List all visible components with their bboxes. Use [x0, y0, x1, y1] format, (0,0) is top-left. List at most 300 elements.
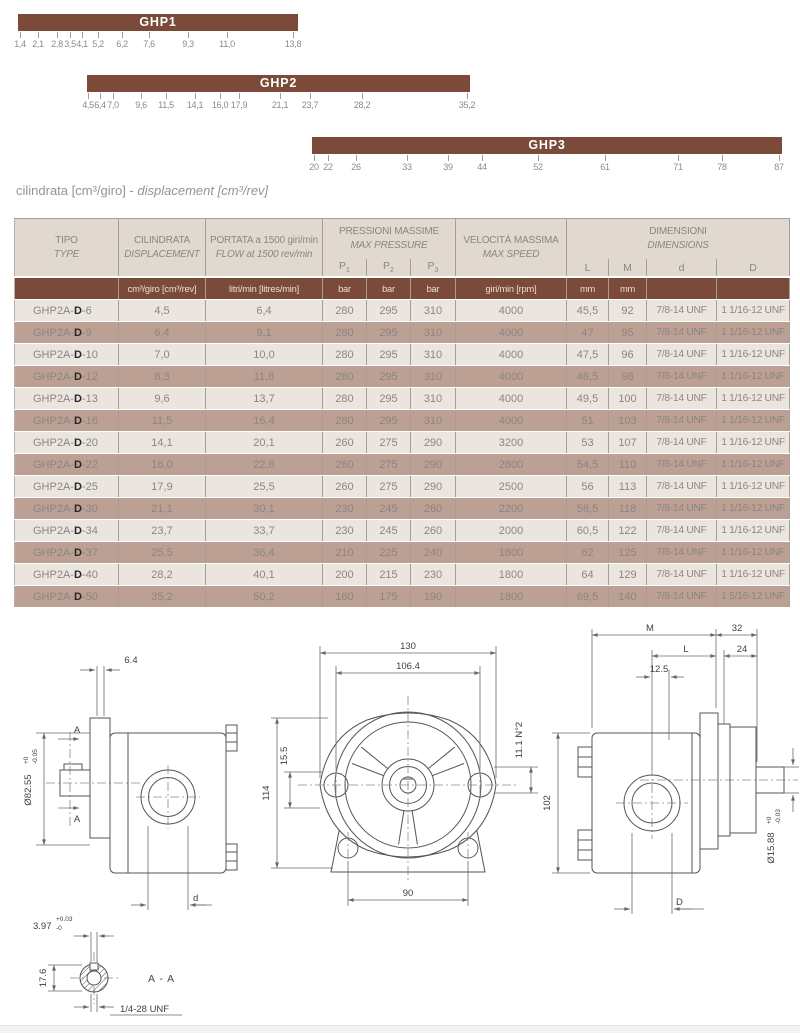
- table-row: [15, 586, 790, 608]
- tick-mark: [280, 93, 281, 99]
- tick-mark: [122, 32, 123, 38]
- tick-mark: [722, 155, 723, 161]
- tick-label: 33: [402, 162, 412, 172]
- svg-text:-0.03: -0.03: [775, 809, 782, 824]
- tick-mark: [482, 155, 483, 161]
- value-cell: 30,1: [206, 498, 323, 520]
- value-cell: 310: [411, 300, 456, 322]
- tick-label: 9,6: [135, 100, 147, 110]
- value-cell: 113: [609, 476, 647, 498]
- tick-label: 71: [673, 162, 683, 172]
- tick-mark: [293, 32, 294, 38]
- value-cell: 35,2: [119, 586, 206, 608]
- table-row: [15, 344, 790, 366]
- svg-text:15.5: 15.5: [279, 746, 290, 766]
- value-cell: 92: [609, 300, 647, 322]
- tick-mark: [70, 32, 71, 38]
- section-arrow-label-top: A: [73, 725, 81, 736]
- value-cell: 280: [323, 410, 367, 432]
- dim-102-label: [542, 795, 553, 811]
- value-cell: 8,3: [119, 366, 206, 388]
- table-row: [15, 410, 790, 432]
- value-cell: 6,4: [119, 322, 206, 344]
- tick-mark: [100, 93, 101, 99]
- value-cell: 23,7: [119, 520, 206, 542]
- svg-text:Ø82.55: Ø82.55: [23, 774, 34, 806]
- dim-111-label: [514, 722, 525, 758]
- value-cell: 51: [567, 410, 609, 432]
- value-cell: 230: [323, 520, 367, 542]
- col-header-M: M: [609, 259, 647, 277]
- value-cell: 95: [609, 322, 647, 344]
- value-cell: 310: [411, 344, 456, 366]
- section-arrow-label-bottom: A: [73, 814, 81, 825]
- svg-text:102: 102: [542, 795, 553, 811]
- value-cell: 1 1/16-12 UNF: [717, 300, 790, 322]
- tick-label: 39: [443, 162, 453, 172]
- value-cell: 7/8-14 UNF: [647, 520, 717, 542]
- drawing-front-view: [261, 641, 538, 906]
- dim-port-d-label: d: [193, 893, 199, 904]
- technical-drawings: [0, 620, 800, 1033]
- value-cell: 47: [567, 322, 609, 344]
- value-cell: 1 1/16-12 UNF: [717, 322, 790, 344]
- value-cell: 4000: [456, 366, 567, 388]
- tick-label: 35,2: [458, 100, 476, 110]
- dim-155-label: [279, 747, 290, 766]
- tick-mark: [328, 155, 329, 161]
- value-cell: 225: [367, 542, 411, 564]
- model-cell: GHP2A-D-10: [15, 344, 119, 366]
- model-cell: GHP2A-D-40: [15, 564, 119, 586]
- value-cell: 100: [609, 388, 647, 410]
- dim-pilot-diameter-label: [23, 749, 39, 806]
- value-cell: 230: [411, 564, 456, 586]
- col-header-p1: $P_1$: [323, 259, 367, 277]
- value-cell: 69,5: [567, 586, 609, 608]
- tick-mark: [141, 93, 142, 99]
- value-cell: 1800: [456, 586, 567, 608]
- value-cell: 275: [367, 476, 411, 498]
- value-cell: 200: [323, 564, 367, 586]
- value-cell: 1 1/16-12 UNF: [717, 410, 790, 432]
- tick-mark: [57, 32, 58, 38]
- value-cell: 47,5: [567, 344, 609, 366]
- col-header-L: L: [567, 259, 609, 277]
- dim-114-label: [261, 785, 272, 800]
- tick-mark: [605, 155, 606, 161]
- value-cell: 103: [609, 410, 647, 432]
- dim-L-label: L: [683, 644, 689, 655]
- dim-125-label: 12.5: [649, 664, 669, 675]
- tick-label: 16,0: [211, 100, 229, 110]
- svg-text:-0.05: -0.05: [32, 749, 39, 764]
- value-cell: 54,5: [567, 454, 609, 476]
- value-cell: 3200: [456, 432, 567, 454]
- value-cell: 310: [411, 410, 456, 432]
- tick-label: 28,2: [353, 100, 371, 110]
- value-cell: 260: [411, 498, 456, 520]
- value-cell: 1 1/16-12 UNF: [717, 498, 790, 520]
- col-header-p2: $P_2$: [367, 259, 411, 277]
- value-cell: 2000: [456, 520, 567, 542]
- value-cell: 22,8: [206, 454, 323, 476]
- value-cell: 175: [367, 586, 411, 608]
- tick-label: 14,1: [186, 100, 204, 110]
- col-header-pressioni: PRESSIONI MASSIME MAX PRESSURE: [323, 219, 456, 260]
- tick-label: 11,5: [158, 100, 174, 110]
- value-cell: 7/8-14 UNF: [647, 586, 717, 608]
- value-cell: 2800: [456, 454, 567, 476]
- tick-mark: [407, 155, 408, 161]
- dim-key-tol-bottom: -0: [56, 925, 62, 932]
- dim-130-label: 130: [400, 641, 416, 652]
- value-cell: 6,4: [206, 300, 323, 322]
- tick-label: 22: [323, 162, 333, 172]
- tick-mark: [362, 93, 363, 99]
- value-cell: 1 1/16-12 UNF: [717, 388, 790, 410]
- value-cell: 260: [323, 454, 367, 476]
- tick-mark: [82, 32, 83, 38]
- value-cell: 160: [323, 586, 367, 608]
- value-cell: 21,1: [119, 498, 206, 520]
- displacement-caption: [16, 183, 268, 198]
- value-cell: 36,4: [206, 542, 323, 564]
- value-cell: 110: [609, 454, 647, 476]
- value-cell: 96: [609, 344, 647, 366]
- value-cell: 310: [411, 366, 456, 388]
- value-cell: 4000: [456, 410, 567, 432]
- value-cell: 62: [567, 542, 609, 564]
- value-cell: 7,0: [119, 344, 206, 366]
- tick-mark: [356, 155, 357, 161]
- model-cell: GHP2A-D-22: [15, 454, 119, 476]
- value-cell: 14,1: [119, 432, 206, 454]
- value-cell: 230: [323, 498, 367, 520]
- table-row: [15, 520, 790, 542]
- value-cell: 1 5/16-12 UNF: [717, 586, 790, 608]
- value-cell: 295: [367, 322, 411, 344]
- value-cell: 1 1/16-12 UNF: [717, 344, 790, 366]
- tick-mark: [538, 155, 539, 161]
- tick-label: 6,4: [94, 100, 106, 110]
- tick-mark: [678, 155, 679, 161]
- tick-mark: [20, 32, 21, 38]
- caption-separator: -: [129, 183, 134, 198]
- value-cell: 280: [323, 388, 367, 410]
- caption-italian: cilindrata [cm³/giro]: [16, 183, 126, 198]
- value-cell: 122: [609, 520, 647, 542]
- value-cell: 107: [609, 432, 647, 454]
- model-cell: GHP2A-D-6: [15, 300, 119, 322]
- value-cell: 290: [411, 432, 456, 454]
- model-cell: GHP2A-D-16: [15, 410, 119, 432]
- table-row: [15, 454, 790, 476]
- tick-mark: [149, 32, 150, 38]
- table-row: [15, 476, 790, 498]
- col-header-velocita: VELOCITÀ MASSIMA MAX SPEED: [456, 219, 567, 278]
- value-cell: 2200: [456, 498, 567, 520]
- value-cell: 53: [567, 432, 609, 454]
- tick-mark: [166, 93, 167, 99]
- value-cell: 260: [323, 432, 367, 454]
- value-cell: 48,5: [567, 366, 609, 388]
- value-cell: 11,5: [119, 410, 206, 432]
- value-cell: 13,7: [206, 388, 323, 410]
- tick-label: 5,2: [92, 39, 104, 49]
- tick-label: 26: [351, 162, 361, 172]
- svg-text:11.1 N°2: 11.1 N°2: [514, 721, 525, 759]
- value-cell: 1800: [456, 564, 567, 586]
- value-cell: 295: [367, 366, 411, 388]
- drawing-section-aa: [33, 916, 182, 1015]
- dim-32-label: 32: [731, 623, 743, 634]
- value-cell: 7/8-14 UNF: [647, 498, 717, 520]
- value-cell: 129: [609, 564, 647, 586]
- dim-key-tol-top: +0.03: [56, 916, 73, 923]
- range-bar-ghp1: GHP1: [18, 14, 298, 31]
- tick-label: 20: [309, 162, 319, 172]
- model-cell: GHP2A-D-34: [15, 520, 119, 542]
- value-cell: 7/8-14 UNF: [647, 300, 717, 322]
- value-cell: 295: [367, 410, 411, 432]
- dim-24-label: 24: [736, 644, 748, 655]
- value-cell: 275: [367, 454, 411, 476]
- tick-mark: [220, 93, 221, 99]
- value-cell: 56: [567, 476, 609, 498]
- value-cell: 11,8: [206, 366, 323, 388]
- value-cell: 1 1/16-12 UNF: [717, 542, 790, 564]
- tick-label: 21,1: [271, 100, 289, 110]
- model-cell: GHP2A-D-13: [15, 388, 119, 410]
- value-cell: 215: [367, 564, 411, 586]
- model-cell: GHP2A-D-37: [15, 542, 119, 564]
- tick-label: 78: [717, 162, 727, 172]
- page-edge: [0, 1025, 800, 1033]
- dim-M-label: M: [646, 623, 654, 634]
- dim-shaft-diameter-label: [766, 809, 782, 864]
- value-cell: 240: [411, 542, 456, 564]
- value-cell: 290: [411, 454, 456, 476]
- tick-label: 3,5: [64, 39, 76, 49]
- col-header-portata: PORTATA a 1500 giri/min FLOW at 1500 rev/min: [206, 219, 323, 278]
- table-row: [15, 322, 790, 344]
- value-cell: 9,6: [119, 388, 206, 410]
- value-cell: 16,4: [206, 410, 323, 432]
- table-row: [15, 498, 790, 520]
- value-cell: 4000: [456, 322, 567, 344]
- value-cell: 40,1: [206, 564, 323, 586]
- value-cell: 7/8-14 UNF: [647, 564, 717, 586]
- tick-label: 11,0: [219, 39, 235, 49]
- model-cell: GHP2A-D-50: [15, 586, 119, 608]
- value-cell: 210: [323, 542, 367, 564]
- svg-text:Ø15.88: Ø15.88: [766, 832, 777, 864]
- tick-label: 7,6: [143, 39, 155, 49]
- tick-label: 4,1: [76, 39, 88, 49]
- value-cell: 1 1/16-12 UNF: [717, 520, 790, 542]
- thread-callout-label: 1/4-28 UNF: [120, 1004, 170, 1015]
- col-header-dimensioni: DIMENSIONI DIMENSIONS: [567, 219, 790, 260]
- value-cell: 45,5: [567, 300, 609, 322]
- value-cell: 17,9: [119, 476, 206, 498]
- col-header-d: d: [647, 259, 717, 277]
- tick-label: 9,3: [182, 39, 194, 49]
- value-cell: 7/8-14 UNF: [647, 476, 717, 498]
- table-row: [15, 542, 790, 564]
- value-cell: 1 1/16-12 UNF: [717, 564, 790, 586]
- value-cell: 50,2: [206, 586, 323, 608]
- table-row: [15, 388, 790, 410]
- value-cell: 28,2: [119, 564, 206, 586]
- range-bar-ghp3: GHP3: [312, 137, 782, 154]
- value-cell: 295: [367, 344, 411, 366]
- value-cell: 118: [609, 498, 647, 520]
- spec-table: [14, 218, 790, 608]
- col-header-D: D: [717, 259, 790, 277]
- value-cell: 98: [609, 366, 647, 388]
- value-cell: 4000: [456, 344, 567, 366]
- col-header-tipo: TIPO TYPE: [15, 219, 119, 278]
- value-cell: 260: [411, 520, 456, 542]
- value-cell: 58,5: [567, 498, 609, 520]
- svg-text:114: 114: [261, 785, 272, 801]
- value-cell: 7/8-14 UNF: [647, 432, 717, 454]
- tick-label: 44: [477, 162, 487, 172]
- col-header-p3: $P_3$: [411, 259, 456, 277]
- tick-label: 2,1: [32, 39, 44, 49]
- value-cell: 1 1/16-12 UNF: [717, 432, 790, 454]
- model-cell: GHP2A-D-12: [15, 366, 119, 388]
- tick-label: 1,4: [14, 39, 26, 49]
- value-cell: 4000: [456, 300, 567, 322]
- tick-mark: [195, 93, 196, 99]
- value-cell: 7/8-14 UNF: [647, 366, 717, 388]
- tick-label: 52: [533, 162, 543, 172]
- value-cell: 20,1: [206, 432, 323, 454]
- value-cell: 280: [323, 322, 367, 344]
- tick-mark: [88, 93, 89, 99]
- dim-176-label: [38, 969, 49, 988]
- table-row: [15, 300, 790, 322]
- tick-label: 7,0: [107, 100, 119, 110]
- tick-label: 87: [774, 162, 784, 172]
- svg-text:17.6: 17.6: [38, 968, 49, 988]
- value-cell: 7/8-14 UNF: [647, 388, 717, 410]
- model-cell: GHP2A-D-25: [15, 476, 119, 498]
- value-cell: 7/8-14 UNF: [647, 542, 717, 564]
- value-cell: 9,1: [206, 322, 323, 344]
- units-row: cm³/giro [cm³/rev] litri/min [litres/min] bar bar bar giri/min [rpm] mm mm: [15, 277, 790, 300]
- caption-english: displacement [cm³/rev]: [137, 183, 269, 198]
- tick-mark: [38, 32, 39, 38]
- value-cell: 295: [367, 300, 411, 322]
- table-row: [15, 366, 790, 388]
- model-cell: GHP2A-D-20: [15, 432, 119, 454]
- table-row: [15, 564, 790, 586]
- value-cell: 49,5: [567, 388, 609, 410]
- value-cell: 190: [411, 586, 456, 608]
- value-cell: 16,0: [119, 454, 206, 476]
- value-cell: 7/8-14 UNF: [647, 454, 717, 476]
- tick-label: 17,9: [230, 100, 248, 110]
- tick-mark: [448, 155, 449, 161]
- tick-label: 23,7: [301, 100, 319, 110]
- range-bar-ghp2: GHP2: [87, 75, 470, 92]
- table-row: [15, 432, 790, 454]
- tick-mark: [98, 32, 99, 38]
- dim-90-label: 90: [402, 888, 414, 899]
- value-cell: 7/8-14 UNF: [647, 410, 717, 432]
- value-cell: 260: [323, 476, 367, 498]
- tick-label: 6,2: [116, 39, 128, 49]
- tick-label: 4,5: [82, 100, 94, 110]
- tick-label: 13,8: [284, 39, 302, 49]
- tick-mark: [188, 32, 189, 38]
- value-cell: 275: [367, 432, 411, 454]
- value-cell: 1800: [456, 542, 567, 564]
- dim-port-D-label: D: [676, 897, 683, 908]
- dim-flange-thickness-label: 6.4: [124, 655, 138, 666]
- tick-label: 2,8: [51, 39, 63, 49]
- value-cell: 310: [411, 322, 456, 344]
- value-cell: 7/8-14 UNF: [647, 322, 717, 344]
- value-cell: 10,0: [206, 344, 323, 366]
- spec-table-body: [15, 300, 790, 608]
- value-cell: 2500: [456, 476, 567, 498]
- value-cell: 280: [323, 344, 367, 366]
- svg-text:+0: +0: [766, 816, 773, 824]
- value-cell: 245: [367, 520, 411, 542]
- svg-text:+0: +0: [23, 756, 30, 764]
- value-cell: 295: [367, 388, 411, 410]
- value-cell: 125: [609, 542, 647, 564]
- tick-mark: [467, 93, 468, 99]
- value-cell: 4000: [456, 388, 567, 410]
- value-cell: 1 1/16-12 UNF: [717, 366, 790, 388]
- tick-mark: [314, 155, 315, 161]
- dim-106-label: 106.4: [396, 661, 420, 672]
- value-cell: 140: [609, 586, 647, 608]
- model-cell: GHP2A-D-30: [15, 498, 119, 520]
- tick-label: 61: [600, 162, 610, 172]
- drawing-side-view-left: [23, 655, 237, 910]
- value-cell: 64: [567, 564, 609, 586]
- col-header-cilindrata: CILINDRATA DISPLACEMENT: [119, 219, 206, 278]
- value-cell: 33,7: [206, 520, 323, 542]
- value-cell: 1 1/16-12 UNF: [717, 454, 790, 476]
- value-cell: 280: [323, 366, 367, 388]
- value-cell: 290: [411, 476, 456, 498]
- dim-key-width-label: 3.97: [33, 921, 52, 932]
- value-cell: 280: [323, 300, 367, 322]
- tick-mark: [239, 93, 240, 99]
- tick-mark: [113, 93, 114, 99]
- value-cell: 245: [367, 498, 411, 520]
- value-cell: 25,5: [206, 476, 323, 498]
- tick-mark: [227, 32, 228, 38]
- section-aa-label: A - A: [148, 973, 176, 985]
- tick-mark: [779, 155, 780, 161]
- value-cell: 60,5: [567, 520, 609, 542]
- value-cell: 7/8-14 UNF: [647, 344, 717, 366]
- model-cell: GHP2A-D-9: [15, 322, 119, 344]
- value-cell: 25,5: [119, 542, 206, 564]
- value-cell: 1 1/16-12 UNF: [717, 476, 790, 498]
- value-cell: 4,5: [119, 300, 206, 322]
- drawing-side-view-right: [542, 623, 799, 914]
- value-cell: 310: [411, 388, 456, 410]
